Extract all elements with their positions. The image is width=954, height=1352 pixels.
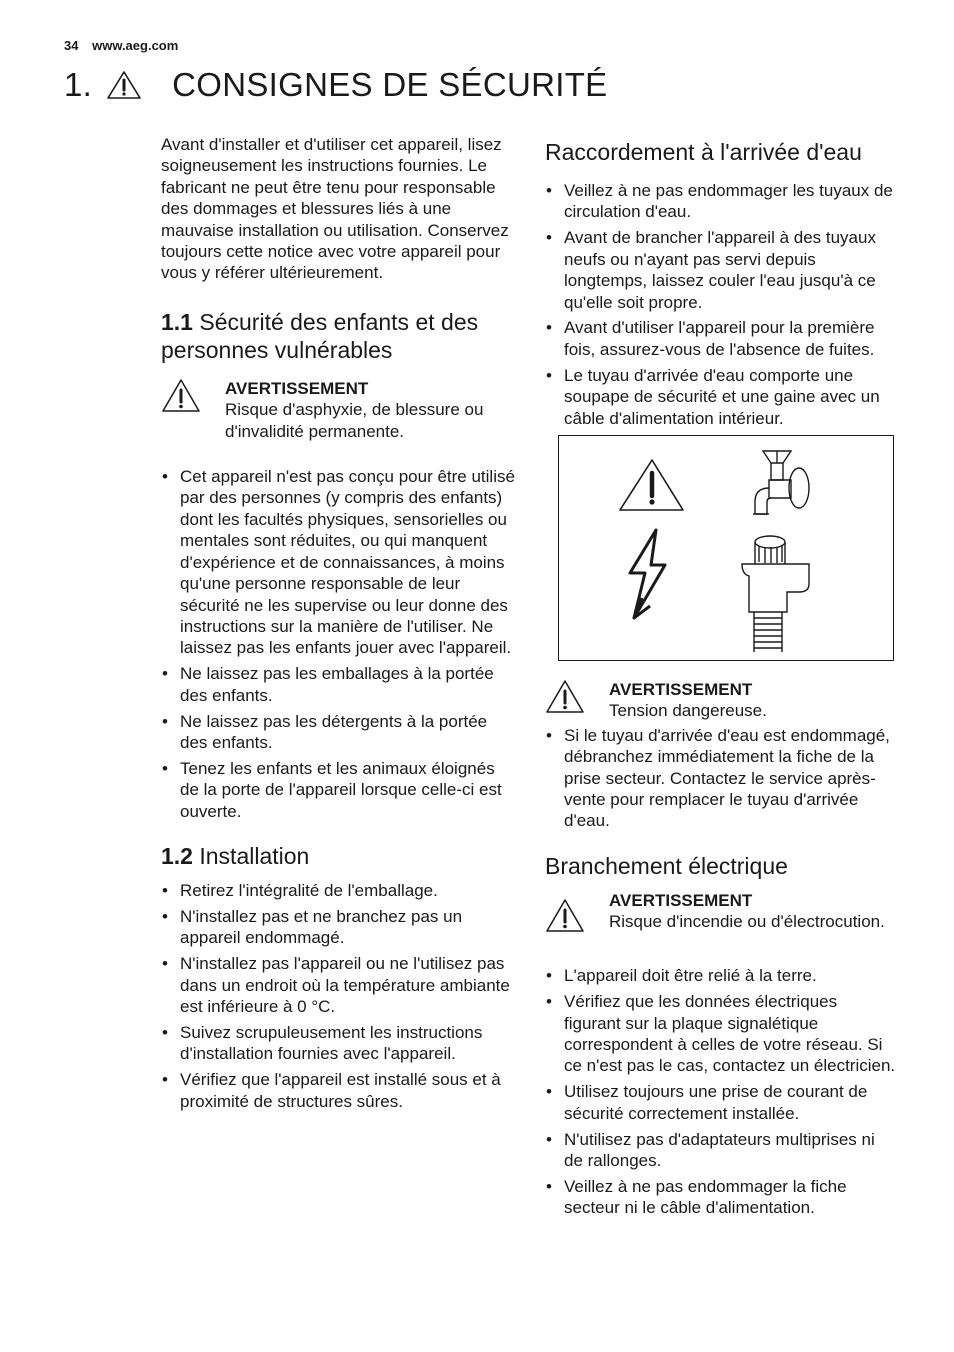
- section-title: Sécurité des enfants et des personnes vulnérables: [161, 308, 479, 363]
- warning-triangle-icon: [161, 378, 225, 419]
- water-damage-list: [545, 725, 897, 832]
- list-item: • N'utilisez pas d'adaptateurs multiprises ni de rallonges.: [545, 1129, 897, 1172]
- page-number: 34: [64, 38, 79, 53]
- lightning-bolt-icon: [630, 530, 665, 618]
- list-item: • Avant de brancher l'appareil à des tuyaux neufs ou n'ayant pas servi depuis longtemps, laissez couler l'eau jusqu'à ce qu'elle soit propre.: [545, 227, 897, 313]
- section-heading-water: Raccordement à l'arrivée d'eau: [545, 139, 862, 165]
- warning-text: Risque d'asphyxie, de blessure ou d'invalidité permanente.: [225, 400, 484, 441]
- warning-triangle-icon: [545, 890, 609, 939]
- section-number: 1.2: [161, 843, 193, 870]
- water-tap-icon: [753, 451, 809, 514]
- section-heading-children: [161, 308, 515, 364]
- list-item: • Ne laissez pas les détergents à la portée des enfants.: [161, 711, 515, 754]
- list-item: • Veillez à ne pas endommager la fiche secteur ni le câble d'alimentation.: [545, 1176, 897, 1219]
- warning-title: AVERTISSEMENT: [225, 378, 369, 398]
- list-item: • N'installez pas et ne branchez pas un appareil endommagé.: [161, 906, 515, 949]
- warning-text: Tension dangereuse.: [609, 701, 767, 721]
- warning-block-asphyxia: [161, 378, 515, 442]
- installation-list: [161, 880, 515, 1112]
- list-item: • Tenez les enfants et les animaux éloignés de la porte de l'appareil lorsque celle-ci est ouverte.: [161, 758, 515, 822]
- page-header: [64, 38, 178, 53]
- warning-triangle-icon: [620, 460, 683, 510]
- list-item: • Ne laissez pas les emballages à la portée des enfants.: [161, 663, 515, 706]
- warning-triangle-icon: [545, 679, 609, 720]
- warning-triangle-icon: [106, 70, 142, 100]
- list-item: • N'installez pas l'appareil ou ne l'utilisez pas dans un endroit où la température ambiante est inférieure à 0 °C.: [161, 953, 515, 1017]
- list-item: • Vérifiez que l'appareil est installé sous et à proximité de structures sûres.: [161, 1069, 515, 1112]
- children-safety-list: [161, 466, 515, 822]
- list-item: • Avant d'utiliser l'appareil pour la première fois, assurez-vous de l'absence de fuites.: [545, 317, 897, 360]
- list-item: • Retirez l'intégralité de l'emballage.: [161, 880, 515, 901]
- list-item: • Si le tuyau d'arrivée d'eau est endommagé, débranchez immédiatement la fiche de la prise secteur. Contactez le service après-vente pour remplacer le tuyau d'arrivée d'eau.: [545, 725, 897, 832]
- section-heading-electrical: Branchement électrique: [545, 852, 788, 879]
- intro-paragraph: Avant d'installer et d'utiliser cet appareil, lisez soigneusement les instructions fournies. Le fabricant ne peut être tenu pour responsable des dommages et blessures liés à une mauvaise installation ou utilisation. Conservez toujours cette notice avec votre appareil pour vous y référer ultérieurement.: [161, 135, 509, 283]
- chapter-number: 1.: [64, 66, 93, 103]
- list-item: • L'appareil doit être relié à la terre.: [545, 965, 897, 986]
- section-number: 1.1: [161, 308, 193, 335]
- left-column: [161, 134, 515, 1117]
- right-column: [545, 134, 897, 1223]
- electrical-list: [545, 965, 897, 1218]
- warning-text: Risque d'incendie ou d'électrocution.: [609, 912, 885, 932]
- warning-block-electrical: [545, 890, 897, 939]
- warning-block-voltage: [545, 679, 897, 722]
- list-item: • Veillez à ne pas endommager les tuyaux de circulation d'eau.: [545, 180, 897, 223]
- chapter-title: CONSIGNES DE SÉCURITÉ: [172, 66, 608, 103]
- list-item: • Cet appareil n'est pas conçu pour être utilisé par des personnes (y compris des enfants) dont les facultés physiques, sensorielles ou mentales sont réduites, ou qui manquent d'expérience et de connaissances, à moins qu'une personne responsable de leur sécurité ne les supervise ou leur donne des instructions sur la manière de l'utiliser. Ne laissez pas les enfants jouer avec l'appareil.: [161, 466, 515, 659]
- warning-title: AVERTISSEMENT: [609, 679, 753, 699]
- list-item: • Vérifiez que les données électriques figurant sur la plaque signalétique correspondent à celles de votre réseau. Si ce n'est pas le cas, contactez un électricien.: [545, 991, 897, 1077]
- list-item: • Le tuyau d'arrivée d'eau comporte une soupape de sécurité et une gaine avec un câble d'alimentation intérieur.: [545, 365, 897, 429]
- section-title: Installation: [199, 843, 310, 870]
- list-item: • Utilisez toujours une prise de courant de sécurité correctement installée.: [545, 1081, 897, 1124]
- section-heading-installation: [161, 842, 515, 870]
- warning-title: AVERTISSEMENT: [609, 890, 753, 910]
- hose-fitting-icon: [742, 536, 809, 652]
- water-connection-list: [545, 180, 897, 429]
- page-title: [64, 66, 608, 104]
- website-url: www.aeg.com: [92, 38, 179, 53]
- water-hose-figure: [558, 435, 894, 661]
- list-item: • Suivez scrupuleusement les instructions d'installation fournies avec l'appareil.: [161, 1022, 515, 1065]
